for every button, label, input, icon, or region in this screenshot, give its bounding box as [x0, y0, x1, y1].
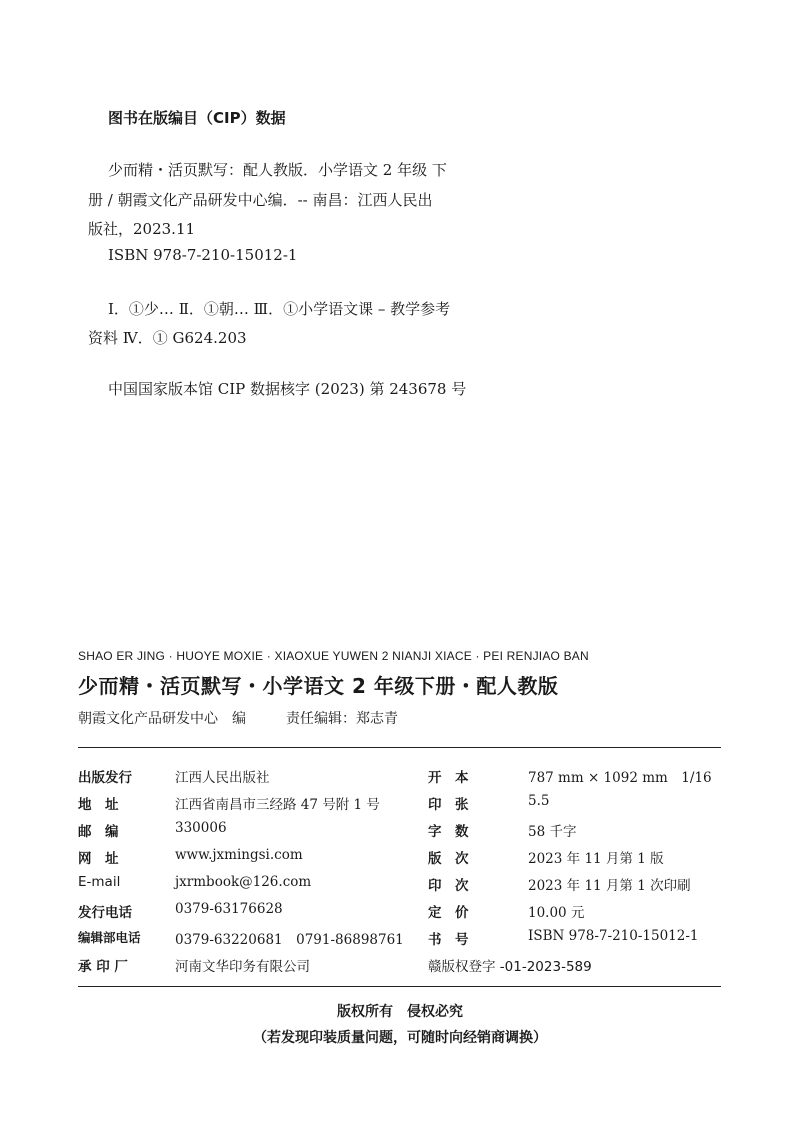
- label-sheets: 印 张: [428, 797, 469, 813]
- colophon-row: [78, 847, 728, 873]
- label-printing: 印 次: [428, 878, 469, 894]
- value-sheets: 5.5: [528, 793, 550, 809]
- value-email: jxrmbook@126.com: [175, 874, 312, 890]
- value-price: 10.00 元: [528, 905, 585, 921]
- cip-entry-line-3: 版社，2023.11: [88, 220, 196, 238]
- cip-entry-line-2: 册 / 朝霞文化产品研发中心编．-- 南昌：江西人民出: [88, 191, 433, 209]
- label-editorial-phone: 编辑部电话: [78, 930, 141, 945]
- cip-verification: 中国国家版本馆 CIP 数据核字 (2023) 第 243678 号: [108, 380, 467, 398]
- label-publisher: 出版发行: [78, 770, 132, 786]
- value-word-count: 58 千字: [528, 824, 577, 840]
- value-sales-phone: 0379-63176628: [175, 901, 283, 917]
- divider-bottom: [78, 986, 721, 987]
- compiler: 朝霞文化产品研发中心 编: [78, 711, 246, 727]
- colophon-row: [78, 793, 728, 819]
- value-printing: 2023 年 11 月第 1 次印刷: [528, 878, 691, 894]
- colophon-row: [78, 955, 728, 981]
- book-credits: [78, 708, 398, 728]
- label-website: 网 址: [78, 851, 119, 867]
- value-website: www.jxmingsi.com: [175, 847, 303, 863]
- divider-top: [78, 747, 721, 748]
- value-address: 江西省南昌市三经路 47 号附 1 号: [175, 797, 380, 813]
- colophon-row: [78, 820, 728, 846]
- cip-class-line-1: Ⅰ．①少… Ⅱ．①朝… Ⅲ．①小学语文课 – 教学参考: [108, 300, 451, 318]
- label-word-count: 字 数: [428, 824, 469, 840]
- value-edition: 2023 年 11 月第 1 版: [528, 851, 664, 867]
- cip-class-line-2: 资料 Ⅳ．① G624.203: [88, 329, 247, 347]
- label-price: 定 价: [428, 905, 469, 921]
- cip-isbn: ISBN 978-7-210-15012-1: [108, 246, 298, 264]
- book-title: 少而精・活页默写・小学语文 2 年级下册・配人教版: [78, 674, 559, 698]
- cip-title: 图书在版编目（CIP）数据: [108, 109, 286, 127]
- label-edition: 版 次: [428, 851, 469, 867]
- colophon-row: [78, 928, 728, 954]
- value-format: 787 mm × 1092 mm 1/16: [528, 770, 712, 786]
- label-sales-phone: 发行电话: [78, 905, 132, 921]
- responsible-editor: 责任编辑：郑志青: [286, 711, 398, 727]
- value-publisher: 江西人民出版社: [175, 770, 270, 786]
- quality-notice: （若发现印装质量问题，可随时向经销商调换）: [253, 1030, 547, 1046]
- label-postcode: 邮 编: [78, 824, 119, 840]
- label-address: 地 址: [78, 797, 119, 813]
- rights-statement: 版权所有 侵权必究: [337, 1004, 463, 1020]
- label-printer: 承 印 厂: [78, 959, 128, 975]
- label-email: E-mail: [78, 874, 121, 890]
- label-book-number: 书 号: [428, 932, 469, 948]
- book-pinyin-title: SHAO ER JING · HUOYE MOXIE · XIAOXUE YUWEN 2 NIANJI XIACE · PEI RENJIAO BAN: [78, 649, 589, 663]
- value-printer: 河南文华印务有限公司: [175, 959, 310, 975]
- value-book-number: ISBN 978-7-210-15012-1: [528, 928, 699, 944]
- colophon-row: [78, 901, 728, 927]
- colophon-row: [78, 874, 728, 900]
- label-format: 开 本: [428, 770, 469, 786]
- value-postcode: 330006: [175, 820, 227, 836]
- value-editorial-phone: 0379-63220681 0791-86898761: [175, 932, 404, 948]
- copyright-registration: 赣版权登字 -01-2023-589: [428, 959, 592, 975]
- cip-entry-line-1: 少而精・活页默写：配人教版．小学语文 2 年级 下: [108, 161, 447, 179]
- colophon-row: [78, 766, 728, 792]
